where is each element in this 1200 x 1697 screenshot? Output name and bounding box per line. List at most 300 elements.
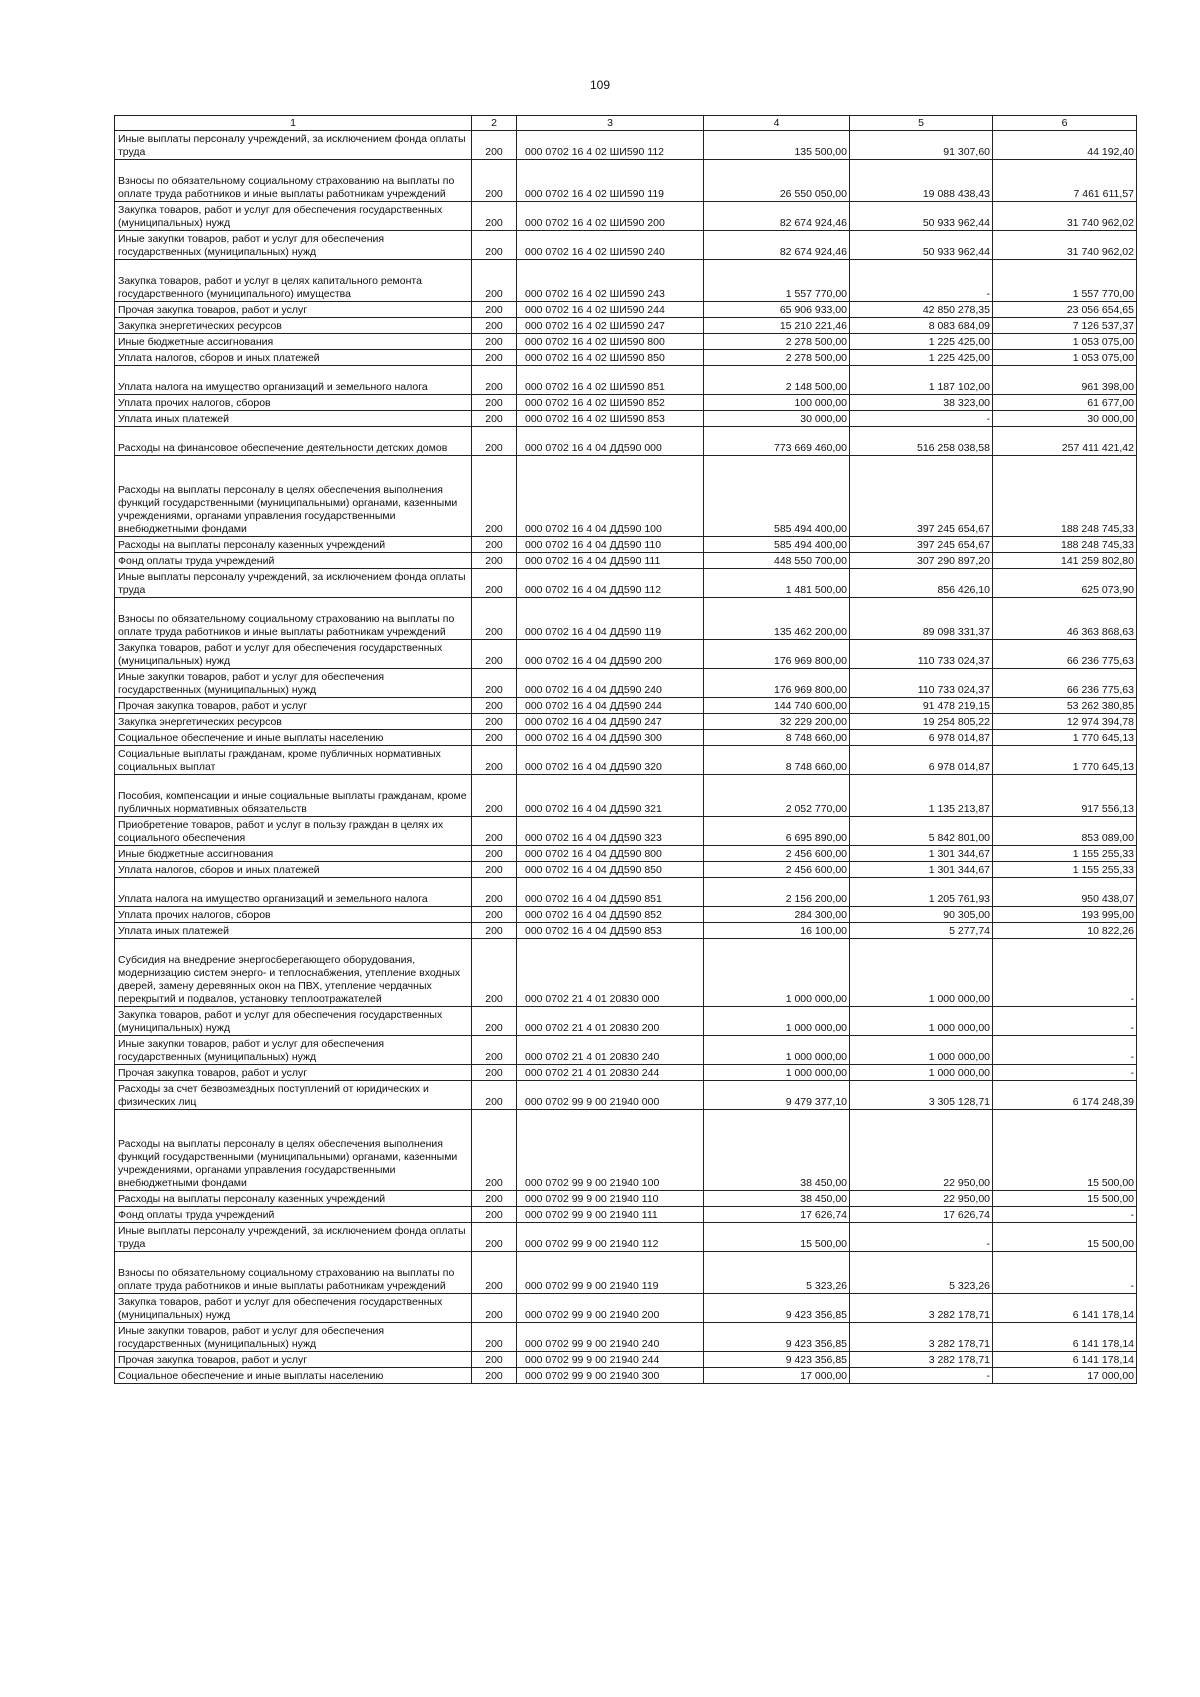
column-header-3: 3 [517,116,704,131]
table-row [115,698,1137,714]
row-budget-code: 000 0702 16 4 04 ДД590 852 [517,907,704,923]
table-row [115,411,1137,427]
row-name: Социальные выплаты гражданам, кроме публичных нормативных социальных выплат [115,746,472,775]
table-row [115,669,1137,698]
row-budget-code: 000 0702 99 9 00 21940 112 [517,1223,704,1252]
row-admin-code: 200 [472,939,517,1007]
row-budget-code: 000 0702 16 4 04 ДД590 247 [517,714,704,730]
row-value-col4: 176 969 800,00 [704,640,850,669]
row-value-col5: 5 842 801,00 [850,817,993,846]
table-row [115,1081,1137,1110]
row-name: Фонд оплаты труда учреждений [115,553,472,569]
row-value-col6: 7 126 537,37 [993,318,1137,334]
row-value-col4: 15 500,00 [704,1223,850,1252]
table-row [115,569,1137,598]
row-budget-code: 000 0702 16 4 02 ШИ590 244 [517,302,704,318]
row-budget-code: 000 0702 16 4 02 ШИ590 240 [517,231,704,260]
column-header-2: 2 [472,116,517,131]
row-budget-code: 000 0702 16 4 02 ШИ590 119 [517,160,704,202]
row-admin-code: 200 [472,1294,517,1323]
row-value-col6: 7 461 611,57 [993,160,1137,202]
row-value-col6: 1 155 255,33 [993,862,1137,878]
row-name: Прочая закупка товаров, работ и услуг [115,698,472,714]
row-value-col5: 89 098 331,37 [850,598,993,640]
row-value-col6: 17 000,00 [993,1368,1137,1384]
row-value-col4: 135 462 200,00 [704,598,850,640]
row-value-col5: 5 277,74 [850,923,993,939]
row-value-col4: 32 229 200,00 [704,714,850,730]
row-value-col5: 856 426,10 [850,569,993,598]
row-budget-code: 000 0702 99 9 00 21940 200 [517,1294,704,1323]
row-name: Фонд оплаты труда учреждений [115,1207,472,1223]
row-budget-code: 000 0702 16 4 04 ДД590 321 [517,775,704,817]
row-name: Иные закупки товаров, работ и услуг для обеспечения государственных (муниципальных) нужд [115,1323,472,1352]
row-value-col6: - [993,939,1137,1007]
row-admin-code: 200 [472,411,517,427]
row-value-col5: 22 950,00 [850,1191,993,1207]
row-admin-code: 200 [472,714,517,730]
row-value-col4: 17 626,74 [704,1207,850,1223]
row-budget-code: 000 0702 16 4 02 ШИ590 850 [517,350,704,366]
row-value-col6: 44 192,40 [993,131,1137,160]
table-row [115,1252,1137,1294]
row-budget-code: 000 0702 16 4 04 ДД590 112 [517,569,704,598]
row-budget-code: 000 0702 16 4 02 ШИ590 200 [517,202,704,231]
table-row [115,1323,1137,1352]
table-row [115,730,1137,746]
row-admin-code: 200 [472,862,517,878]
row-budget-code: 000 0702 16 4 04 ДД590 240 [517,669,704,698]
row-admin-code: 200 [472,907,517,923]
table-row [115,1191,1137,1207]
row-admin-code: 200 [472,730,517,746]
row-admin-code: 200 [472,160,517,202]
row-value-col5: 91 307,60 [850,131,993,160]
row-budget-code: 000 0702 99 9 00 21940 300 [517,1368,704,1384]
row-value-col5: 50 933 962,44 [850,202,993,231]
row-admin-code: 200 [472,395,517,411]
row-budget-code: 000 0702 16 4 04 ДД590 100 [517,456,704,537]
row-value-col4: 2 278 500,00 [704,350,850,366]
table-row [115,746,1137,775]
row-value-col5: 1 000 000,00 [850,1065,993,1081]
row-admin-code: 200 [472,1191,517,1207]
row-value-col5: 3 282 178,71 [850,1352,993,1368]
row-name: Закупка товаров, работ и услуг для обеспечения государственных (муниципальных) нужд [115,1294,472,1323]
row-admin-code: 200 [472,318,517,334]
row-name: Прочая закупка товаров, работ и услуг [115,302,472,318]
row-budget-code: 000 0702 99 9 00 21940 240 [517,1323,704,1352]
row-admin-code: 200 [472,1252,517,1294]
row-value-col5: 38 323,00 [850,395,993,411]
row-name: Иные бюджетные ассигнования [115,846,472,862]
column-header-5: 5 [850,116,993,131]
row-value-col5: 22 950,00 [850,1110,993,1191]
row-value-col4: 82 674 924,46 [704,202,850,231]
row-name: Уплата иных платежей [115,411,472,427]
row-value-col5: 397 245 654,67 [850,537,993,553]
row-value-col4: 1 557 770,00 [704,260,850,302]
row-budget-code: 000 0702 21 4 01 20830 240 [517,1036,704,1065]
row-budget-code: 000 0702 99 9 00 21940 111 [517,1207,704,1223]
row-name: Уплата налога на имущество организаций и земельного налога [115,878,472,907]
row-value-col6: 15 500,00 [993,1223,1137,1252]
table-row [115,231,1137,260]
row-admin-code: 200 [472,1323,517,1352]
row-budget-code: 000 0702 16 4 04 ДД590 300 [517,730,704,746]
row-name: Социальное обеспечение и иные выплаты населению [115,730,472,746]
row-value-col5: - [850,411,993,427]
row-admin-code: 200 [472,456,517,537]
table-row [115,1352,1137,1368]
row-value-col5: 19 254 805,22 [850,714,993,730]
row-value-col5: 516 258 038,58 [850,427,993,456]
row-budget-code: 000 0702 99 9 00 21940 244 [517,1352,704,1368]
row-value-col4: 82 674 924,46 [704,231,850,260]
row-value-col5: 42 850 278,35 [850,302,993,318]
row-value-col6: - [993,1036,1137,1065]
table-row [115,537,1137,553]
row-budget-code: 000 0702 16 4 04 ДД590 000 [517,427,704,456]
row-value-col5: 8 083 684,09 [850,318,993,334]
row-value-col4: 773 669 460,00 [704,427,850,456]
row-value-col5: 3 282 178,71 [850,1294,993,1323]
row-admin-code: 200 [472,366,517,395]
row-name: Уплата иных платежей [115,923,472,939]
row-admin-code: 200 [472,923,517,939]
row-value-col6: 6 141 178,14 [993,1294,1137,1323]
row-value-col5: 17 626,74 [850,1207,993,1223]
row-admin-code: 200 [472,553,517,569]
row-value-col4: 9 479 377,10 [704,1081,850,1110]
table-row [115,1036,1137,1065]
row-budget-code: 000 0702 16 4 02 ШИ590 851 [517,366,704,395]
row-budget-code: 000 0702 16 4 04 ДД590 323 [517,817,704,846]
table-row [115,302,1137,318]
row-value-col5: - [850,1368,993,1384]
row-budget-code: 000 0702 16 4 04 ДД590 853 [517,923,704,939]
row-budget-code: 000 0702 99 9 00 21940 110 [517,1191,704,1207]
row-value-col6: 961 398,00 [993,366,1137,395]
row-value-col5: 6 978 014,87 [850,746,993,775]
row-value-col6: 141 259 802,80 [993,553,1137,569]
table-row [115,878,1137,907]
table-row [115,1223,1137,1252]
row-value-col6: 6 141 178,14 [993,1323,1137,1352]
row-budget-code: 000 0702 16 4 04 ДД590 244 [517,698,704,714]
row-value-col4: 2 456 600,00 [704,846,850,862]
row-value-col5: 1 205 761,93 [850,878,993,907]
row-budget-code: 000 0702 16 4 02 ШИ590 112 [517,131,704,160]
table-row [115,817,1137,846]
row-admin-code: 200 [472,1207,517,1223]
row-admin-code: 200 [472,131,517,160]
row-budget-code: 000 0702 16 4 04 ДД590 800 [517,846,704,862]
row-admin-code: 200 [472,302,517,318]
row-name: Расходы за счет безвозмездных поступлений от юридических и физических лиц [115,1081,472,1110]
row-name: Социальное обеспечение и иные выплаты населению [115,1368,472,1384]
row-name: Закупка товаров, работ и услуг для обеспечения государственных (муниципальных) нужд [115,202,472,231]
table-row [115,598,1137,640]
row-value-col4: 15 210 221,46 [704,318,850,334]
table-row [115,1207,1137,1223]
row-value-col4: 26 550 050,00 [704,160,850,202]
row-value-col4: 100 000,00 [704,395,850,411]
row-budget-code: 000 0702 16 4 04 ДД590 320 [517,746,704,775]
row-value-col6: - [993,1007,1137,1036]
table-row [115,553,1137,569]
row-name: Расходы на выплаты персоналу казенных учреждений [115,1191,472,1207]
table-row [115,640,1137,669]
table-row [115,1065,1137,1081]
row-value-col6: 66 236 775,63 [993,640,1137,669]
row-budget-code: 000 0702 16 4 02 ШИ590 800 [517,334,704,350]
row-value-col4: 585 494 400,00 [704,537,850,553]
row-value-col6: 188 248 745,33 [993,456,1137,537]
table-row [115,160,1137,202]
row-budget-code: 000 0702 16 4 02 ШИ590 243 [517,260,704,302]
row-value-col6: 950 438,07 [993,878,1137,907]
row-value-col4: 2 156 200,00 [704,878,850,907]
row-budget-code: 000 0702 16 4 04 ДД590 110 [517,537,704,553]
row-name: Уплата налога на имущество организаций и земельного налога [115,366,472,395]
row-value-col6: 1 155 255,33 [993,846,1137,862]
table-row [115,1110,1137,1191]
table-row [115,395,1137,411]
row-name: Иные закупки товаров, работ и услуг для обеспечения государственных (муниципальных) нужд [115,669,472,698]
row-budget-code: 000 0702 16 4 02 ШИ590 852 [517,395,704,411]
row-admin-code: 200 [472,202,517,231]
row-admin-code: 200 [472,1110,517,1191]
row-name: Расходы на выплаты персоналу в целях обеспечения выполнения функций государственными (муниципальными) органами, казенными учреждениями, органами управления государственными внебюджетными фондами [115,1110,472,1191]
row-budget-code: 000 0702 16 4 04 ДД590 200 [517,640,704,669]
table-body [115,131,1137,1384]
row-admin-code: 200 [472,775,517,817]
row-value-col5: 3 282 178,71 [850,1323,993,1352]
row-admin-code: 200 [472,669,517,698]
row-admin-code: 200 [472,1223,517,1252]
row-budget-code: 000 0702 21 4 01 20830 200 [517,1007,704,1036]
row-value-col4: 1 000 000,00 [704,939,850,1007]
row-value-col4: 2 456 600,00 [704,862,850,878]
row-admin-code: 200 [472,846,517,862]
row-admin-code: 200 [472,1065,517,1081]
row-value-col6: 66 236 775,63 [993,669,1137,698]
table-row [115,939,1137,1007]
row-value-col4: 16 100,00 [704,923,850,939]
row-value-col4: 2 278 500,00 [704,334,850,350]
row-value-col6: 53 262 380,85 [993,698,1137,714]
row-value-col4: 8 748 660,00 [704,730,850,746]
row-name: Закупка товаров, работ и услуг для обеспечения государственных (муниципальных) нужд [115,640,472,669]
row-budget-code: 000 0702 16 4 04 ДД590 111 [517,553,704,569]
table-row [115,1368,1137,1384]
row-budget-code: 000 0702 16 4 04 ДД590 850 [517,862,704,878]
row-name: Расходы на выплаты персоналу казенных учреждений [115,537,472,553]
row-value-col6: 853 089,00 [993,817,1137,846]
row-value-col4: 5 323,26 [704,1252,850,1294]
table-row [115,846,1137,862]
row-value-col6: 193 995,00 [993,907,1137,923]
row-name: Иные выплаты персоналу учреждений, за исключением фонда оплаты труда [115,569,472,598]
row-name: Иные закупки товаров, работ и услуг для обеспечения государственных (муниципальных) нужд [115,231,472,260]
row-value-col5: 1 187 102,00 [850,366,993,395]
row-value-col6: 15 500,00 [993,1191,1137,1207]
row-value-col4: 65 906 933,00 [704,302,850,318]
row-value-col5: 397 245 654,67 [850,456,993,537]
row-value-col4: 284 300,00 [704,907,850,923]
row-value-col6: 6 174 248,39 [993,1081,1137,1110]
row-admin-code: 200 [472,1007,517,1036]
row-value-col6: 61 677,00 [993,395,1137,411]
row-value-col5: 6 978 014,87 [850,730,993,746]
table-row [115,350,1137,366]
row-value-col6: 625 073,90 [993,569,1137,598]
row-admin-code: 200 [472,1081,517,1110]
table-row [115,366,1137,395]
table-row [115,1007,1137,1036]
row-name: Закупка энергетических ресурсов [115,714,472,730]
row-admin-code: 200 [472,231,517,260]
row-value-col5: 50 933 962,44 [850,231,993,260]
row-value-col4: 38 450,00 [704,1191,850,1207]
row-admin-code: 200 [472,640,517,669]
row-name: Иные закупки товаров, работ и услуг для обеспечения государственных (муниципальных) нужд [115,1036,472,1065]
row-value-col5: 1 000 000,00 [850,939,993,1007]
row-name: Приобретение товаров, работ и услуг в пользу граждан в целях их социального обеспечения [115,817,472,846]
row-name: Расходы на финансовое обеспечение деятельности детских домов [115,427,472,456]
row-value-col4: 448 550 700,00 [704,553,850,569]
column-header-4: 4 [704,116,850,131]
table-row [115,1294,1137,1323]
row-value-col6: 31 740 962,02 [993,231,1137,260]
budget-table [114,115,1137,1384]
table-row [115,202,1137,231]
row-admin-code: 200 [472,334,517,350]
row-value-col6: 15 500,00 [993,1110,1137,1191]
table-row [115,714,1137,730]
row-value-col4: 9 423 356,85 [704,1323,850,1352]
row-budget-code: 000 0702 16 4 02 ШИ590 853 [517,411,704,427]
row-value-col6: 12 974 394,78 [993,714,1137,730]
row-value-col4: 585 494 400,00 [704,456,850,537]
row-admin-code: 200 [472,537,517,553]
row-value-col4: 9 423 356,85 [704,1352,850,1368]
row-budget-code: 000 0702 99 9 00 21940 100 [517,1110,704,1191]
row-budget-code: 000 0702 16 4 04 ДД590 851 [517,878,704,907]
row-value-col5: 19 088 438,43 [850,160,993,202]
row-value-col5: 1 000 000,00 [850,1007,993,1036]
row-value-col6: 1 557 770,00 [993,260,1137,302]
budget-table-sheet [114,115,1136,1384]
row-value-col6: 30 000,00 [993,411,1137,427]
row-name: Субсидия на внедрение энергосберегающего оборудования, модернизацию систем энерго- и теплоснабжения, утепление входных дверей, замену деревянных окон на ПВХ, утепление чердачных перекрытий и подвалов, установку теплоотражателей [115,939,472,1007]
row-value-col4: 1 000 000,00 [704,1007,850,1036]
row-value-col4: 17 000,00 [704,1368,850,1384]
row-value-col4: 176 969 800,00 [704,669,850,698]
row-value-col6: 188 248 745,33 [993,537,1137,553]
row-budget-code: 000 0702 16 4 04 ДД590 119 [517,598,704,640]
row-value-col6: 1 770 645,13 [993,746,1137,775]
row-name: Уплата прочих налогов, сборов [115,395,472,411]
row-value-col5: 1 000 000,00 [850,1036,993,1065]
row-budget-code: 000 0702 21 4 01 20830 244 [517,1065,704,1081]
row-admin-code: 200 [472,698,517,714]
table-row [115,334,1137,350]
row-name: Закупка энергетических ресурсов [115,318,472,334]
row-value-col5: - [850,260,993,302]
row-value-col6: 257 411 421,42 [993,427,1137,456]
row-value-col5: 90 305,00 [850,907,993,923]
table-row [115,907,1137,923]
row-admin-code: 200 [472,260,517,302]
row-value-col4: 2 148 500,00 [704,366,850,395]
table-row [115,131,1137,160]
table-row [115,862,1137,878]
row-value-col6: 23 056 654,65 [993,302,1137,318]
row-value-col5: 1 301 344,67 [850,846,993,862]
row-value-col5: - [850,1223,993,1252]
row-name: Уплата налогов, сборов и иных платежей [115,862,472,878]
row-value-col4: 9 423 356,85 [704,1294,850,1323]
row-admin-code: 200 [472,569,517,598]
row-admin-code: 200 [472,1368,517,1384]
row-value-col4: 30 000,00 [704,411,850,427]
table-row [115,775,1137,817]
row-value-col4: 1 000 000,00 [704,1065,850,1081]
row-value-col6: 917 556,13 [993,775,1137,817]
row-admin-code: 200 [472,598,517,640]
row-value-col6: 31 740 962,02 [993,202,1137,231]
row-budget-code: 000 0702 16 4 02 ШИ590 247 [517,318,704,334]
row-value-col4: 6 695 890,00 [704,817,850,846]
row-value-col4: 1 000 000,00 [704,1036,850,1065]
table-row [115,923,1137,939]
row-admin-code: 200 [472,817,517,846]
row-name: Иные выплаты персоналу учреждений, за исключением фонда оплаты труда [115,1223,472,1252]
row-name: Прочая закупка товаров, работ и услуг [115,1352,472,1368]
table-row [115,318,1137,334]
column-header-6: 6 [993,116,1137,131]
row-value-col6: 6 141 178,14 [993,1352,1137,1368]
column-number-row [115,116,1137,131]
row-name: Пособия, компенсации и иные социальные выплаты гражданам, кроме публичных нормативных обязательств [115,775,472,817]
row-value-col4: 1 481 500,00 [704,569,850,598]
row-budget-code: 000 0702 99 9 00 21940 000 [517,1081,704,1110]
row-admin-code: 200 [472,350,517,366]
column-header-1: 1 [115,116,472,131]
row-value-col4: 8 748 660,00 [704,746,850,775]
row-admin-code: 200 [472,878,517,907]
row-name: Прочая закупка товаров, работ и услуг [115,1065,472,1081]
row-value-col5: 1 225 425,00 [850,350,993,366]
row-name: Уплата налогов, сборов и иных платежей [115,350,472,366]
row-value-col6: - [993,1065,1137,1081]
row-value-col6: - [993,1252,1137,1294]
row-name: Уплата прочих налогов, сборов [115,907,472,923]
row-value-col5: 307 290 897,20 [850,553,993,569]
row-name: Иные выплаты персоналу учреждений, за исключением фонда оплаты труда [115,131,472,160]
row-admin-code: 200 [472,1036,517,1065]
row-name: Иные бюджетные ассигнования [115,334,472,350]
row-name: Закупка товаров, работ и услуг для обеспечения государственных (муниципальных) нужд [115,1007,472,1036]
row-value-col6: 46 363 868,63 [993,598,1137,640]
row-value-col4: 135 500,00 [704,131,850,160]
row-value-col5: 3 305 128,71 [850,1081,993,1110]
row-value-col6: 1 770 645,13 [993,730,1137,746]
row-admin-code: 200 [472,1352,517,1368]
table-row [115,456,1137,537]
